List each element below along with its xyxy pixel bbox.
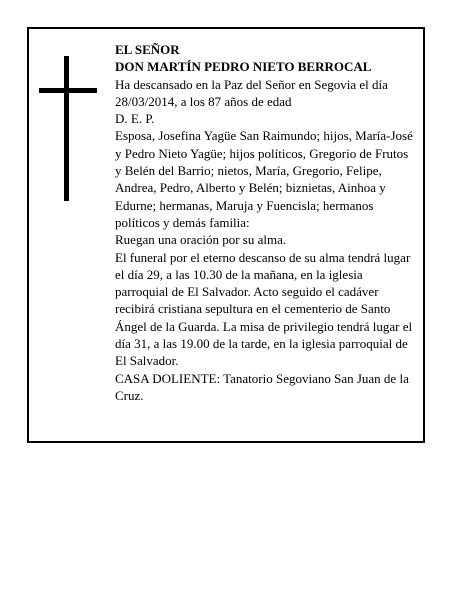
family-list: Esposa, Josefina Yagüe San Raimundo; hijos, María-José y Pedro Nieto Yagüe; hijos políticos, Gregorio de Frutos y Belén del Barrio; nietos, María, Gregorio, Felipe, Andrea, Pedro, Alberto y Belén; biznietas, Ainhoa y Edurne; hermanas, Maruja y Fuencisla; hermanos políticos y demás familia:: [115, 128, 413, 230]
cross-icon: [39, 56, 97, 201]
cross-vertical-bar: [64, 56, 69, 201]
heading-title: EL SEÑOR: [115, 42, 180, 57]
mourning-house: CASA DOLIENTE: Tanatorio Segoviano San Juan de la Cruz.: [115, 370, 409, 403]
prayer-request: Ruegan una oración por su alma.: [115, 232, 287, 248]
dep-line: D. E. P.: [115, 111, 155, 127]
death-announcement: Ha descansado en la Paz del Señor en Segovia el día 28/03/2014, a los 87 años de edad: [115, 76, 388, 109]
cross-horizontal-bar: [39, 88, 97, 93]
funeral-details: El funeral por el eterno descanso de su alma tendrá lugar el día 29, a las 10.30 de la mañana, en la iglesia parroquial de El Salvador. Acto seguido el cadáver recibirá cristiana sepultura en el cementerio de Santo Ángel de la Guarda. La misa de privilegio tendrá lugar el día 31, a las 19.00 de la tarde, en la iglesia parroquial de El Salvador.: [115, 249, 413, 369]
obituary-notice: [27, 27, 425, 443]
deceased-name: DON MARTÍN PEDRO NIETO BERROCAL: [115, 59, 372, 75]
obituary-text: [115, 41, 417, 404]
